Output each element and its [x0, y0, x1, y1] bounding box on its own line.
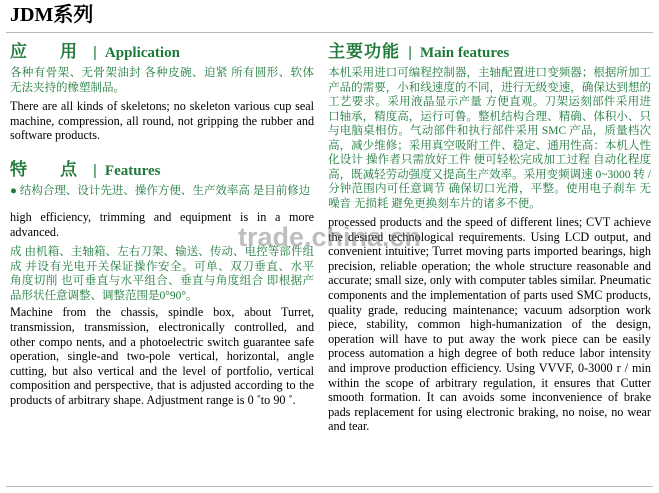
content-columns	[0, 33, 659, 440]
features-paragraph-en-1: high efficiency, trimming and equipment is in a more advanced.	[10, 210, 315, 239]
application-paragraph-cn: 各种有骨架、无骨架油封 各种皮碗、迫紧 所有圆形、软体无法夹持的橡塑制品。	[10, 67, 315, 94]
main-features-paragraph-cn: 本机采用进口可编程控制器，主轴配置进口变频器；根据所加工产品的需要，小和线速度的不同，进行无级变速，确保达到想的工艺要求。采用液晶显示产量 方便直观。刀架运刻部件采用进口轴承，精度高，运行可鲁。整机结构合理、精确、体积小、只与电脑桌相仿。气动部件和执行部件采用 SMC 产品，质量档次高，减少维修；采用真空吸附工件、稳定、通用性高：本机人性化设计 操作者只需放好工件 便可轻松完成加工过程 自动化程度高，既减轻劳动强度又提高生产效率。采用变频调速 0~3000 转 / 分钟范围内可任意调节 确保切口光滑，平整。使用电子刹车 无噪音 无损耗 避免更换刻车片的诸多不便。	[328, 67, 651, 210]
features-heading-cn: 特 点	[10, 159, 85, 179]
features-section-heading	[10, 155, 314, 180]
document-header	[0, 0, 659, 30]
left-column	[10, 37, 314, 440]
main-features-heading-en: Main features	[419, 45, 510, 61]
features-heading-divider: |	[93, 161, 97, 179]
features-body	[10, 184, 314, 408]
features-gap-1	[10, 200, 314, 210]
footer-divider	[6, 486, 653, 487]
application-heading-en: Application	[104, 45, 180, 61]
features-paragraph-en-2: Machine from the chassis, spindle box, about Turret, transmission, transmission, electronically controlled, and other compo nents, and a photoelectric switch guarantee safe operation, single-and two-pole vertical, horizontal, angle cutting, but also vertical and the level of portfolio, vertical composition and perspective, that is adjusted according to the products of arbitrary shape. Adjustment range is 0 ˚to 90 ˚.	[10, 305, 315, 408]
application-paragraph-en: There are all kinds of skeletons; no skeleton various cup seal machine, compression, all round, not gripping the rubber and software products.	[10, 99, 315, 143]
features-heading-en: Features	[104, 162, 161, 179]
features-bullet-2: 成 由机箱、主轴箱、左右刀架、输送、传动、电控等部件组成 并设有光电开关保证操作安全。可单、双刀垂直、水平 角度切削 也可垂直与水平组合、垂直与角度组合 即根据产品形状任意调整、调整范围是0°90°。	[10, 246, 315, 302]
features-bullet-1: ● 结构合理、设计先进、操作方便、生产效率高 是目前修边	[10, 184, 311, 197]
application-heading-cn: 应 用	[10, 42, 85, 61]
right-column	[328, 37, 651, 440]
application-section-heading	[10, 37, 314, 62]
page-title: JDM系列	[10, 4, 94, 26]
application-heading-divider: |	[93, 44, 97, 61]
watermark: trade.china.cn	[237, 222, 422, 252]
main-features-paragraph-en: processed products and the speed of different lines; CVT achieve the desired technological requirements. Using LCD output, and convenient intuitive; Turret moving parts imported bearings, high precision, reliable operation; the whole structure reasonable and accurate; small size, only with computer tables similar. Pneumatic components and the implementation of parts used SMC products, quality grade, reducing maintenance; vacuum adsorption work piece, stability, common high-humanization of the design, operation will have to put away the work piece can be easily process automation a high degree of both reduce labor intensity and improve production efficiency. Using VVVF, 0-3000 r / min within the scope of arbitrary regulation, it ensures that Cutter smooth formation. It can avoids some inconvenience of brake pads replacement for using electronic braking, no noise, no wear and tear.	[328, 215, 651, 434]
main-features-heading-cn: 主要功能	[328, 42, 401, 61]
main-features-heading-divider: |	[408, 44, 412, 61]
main-features-section-heading	[328, 37, 651, 62]
